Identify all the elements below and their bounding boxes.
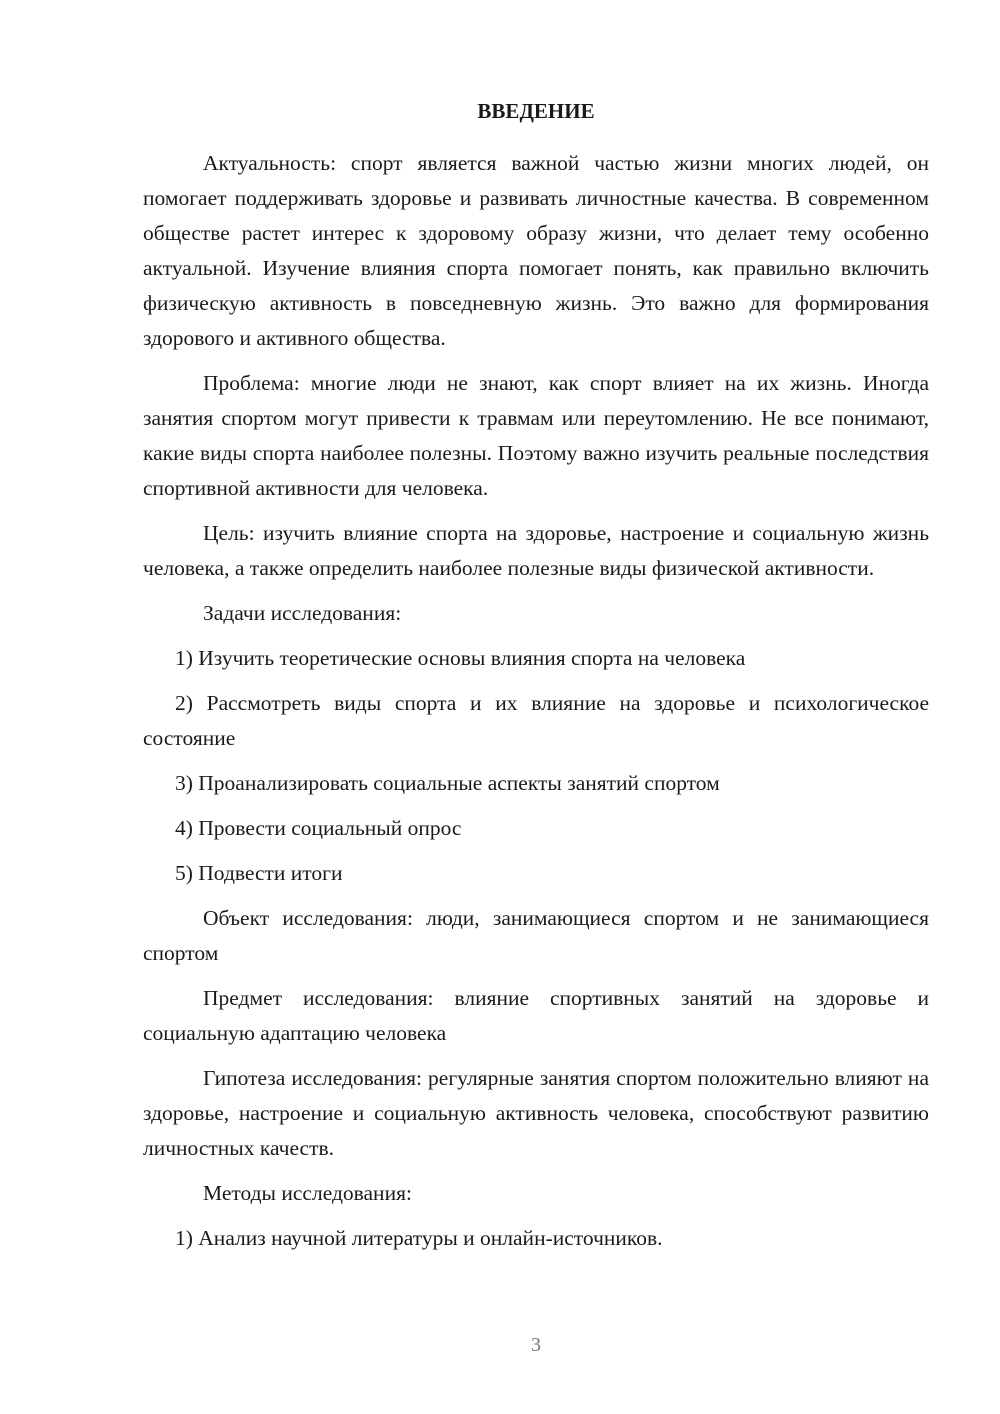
task-item-3: 3) Проанализировать социальные аспекты занятий спортом <box>175 771 720 795</box>
goal-paragraph: Цель: изучить влияние спорта на здоровье, настроение и социальную жизнь человека, а также определить наиболее полезные виды физической активности. <box>143 521 929 580</box>
task-item-5: 5) Подвести итоги <box>175 861 343 885</box>
task-item-2: 2) Рассмотреть виды спорта и их влияние на здоровье и психологическое состояние <box>143 691 929 750</box>
task-item-1: 1) Изучить теоретические основы влияния спорта на человека <box>175 646 746 670</box>
subject-paragraph: Предмет исследования: влияние спортивных занятий на здоровье и социальную адаптацию человека <box>143 986 929 1045</box>
page-number: 3 <box>531 1334 541 1356</box>
methods-heading: Методы исследования: <box>203 1181 412 1205</box>
hypothesis-paragraph: Гипотеза исследования: регулярные занятия спортом положительно влияют на здоровье, настроение и социальную активность человека, способствуют развитию личностных качеств. <box>143 1066 929 1160</box>
relevance-paragraph: Актуальность: спорт является важной частью жизни многих людей, он помогает поддерживать здоровье и развивать личностные качества. В современном обществе растет интерес к здоровому образу жизни, что делает тему особенно актуальной. Изучение влияния спорта помогает понять, как правильно включить физическую активность в повседневную жизнь. Это важно для формирования здорового и активного общества. <box>143 151 929 350</box>
section-title: ВВЕДЕНИЕ <box>477 99 595 123</box>
problem-paragraph: Проблема: многие люди не знают, как спорт влияет на их жизнь. Иногда занятия спортом могут привести к травмам или переутомлению. Не все понимают, какие виды спорта наиболее полезны. Поэтому важно изучить реальные последствия спортивной активности для человека. <box>143 371 929 500</box>
tasks-heading: Задачи исследования: <box>203 601 402 625</box>
page-body <box>143 146 929 1266</box>
task-item-4: 4) Провести социальный опрос <box>175 816 462 840</box>
method-item-1: 1) Анализ научной литературы и онлайн-источников. <box>175 1226 663 1250</box>
object-paragraph: Объект исследования: люди, занимающиеся спортом и не занимающиеся спортом <box>143 906 929 965</box>
